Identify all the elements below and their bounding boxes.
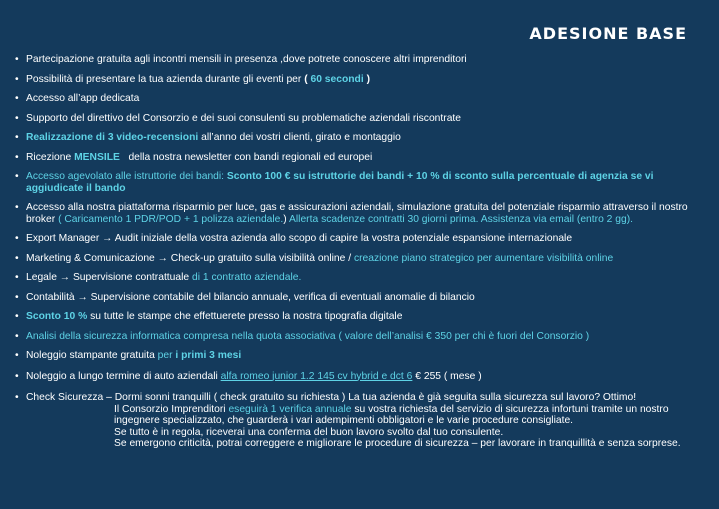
list-item: • Noleggio a lungo termine di auto aziendali alfa romeo junior 1.2 145 cv hybrid e dct 6 € 255 ( mese ) xyxy=(14,371,704,383)
check-line-3: Se tutto è in regola, riceverai una conferma del buon lavoro svolto dal tuo consulente. xyxy=(114,426,504,438)
list-item: • Accesso agevolato alle istruttorie dei bandi: Sconto 100 € su istruttorie dei bandi + 10 % di sconto sulla percentuale di agenzia se vi aggiudicate il bando xyxy=(14,171,704,194)
list-item: • Contabilità → Supervisione contabile del bilancio annuale, verifica di eventuali anomalie di bilancio xyxy=(14,292,704,304)
list-item: • Ricezione MENSILE della nostra newsletter con bandi regionali ed europei xyxy=(14,152,704,164)
list-item: • Marketing & Comunicazione → Check-up gratuito sulla visibilità online / creazione piano strategico per aumentare visibilità online xyxy=(14,253,704,265)
list-item: • Sconto 10 % su tutte le stampe che effettuerete presso la nostra tipografia digitale xyxy=(14,311,704,323)
list-item: • Partecipazione gratuita agli incontri mensili in presenza ,dove potrete conoscere altri imprenditori xyxy=(14,54,704,66)
list-item: • Check Sicurezza – Dormi sonni tranquilli ( check gratuito su richiesta ) La tua azienda è già seguita sulla sicurezza sul lavoro? Ottimo! Il Consorzio Imprenditori eseguirà 1 verifica annuale su vostra richiesta del servizio di sicurezza infortuni tramite un nostro ingegnere specializzato, che guarderà i vari adempimenti obbligatori e le varie procedure consigliate. Se tutto è in regola, riceverai una conferma del buon lavoro svolto dal tuo consulente. Se emergono criticità, potrai correggere e migliorare le procedure di sicurezza – per lavorare in tranquillità e senza sorprese. xyxy=(14,392,704,450)
check-line-4: Se emergono criticità, potrai correggere e migliorare le procedure di sicurezza – per lavorare in tranquillità e senza sorprese. xyxy=(114,438,681,449)
list-item: • Supporto del direttivo del Consorzio e dei suoi consulenti su problematiche aziendali riscontrate xyxy=(14,113,704,125)
list-item: • Accesso alla nostra piattaforma risparmio per luce, gas e assicurazioni aziendali, simulazione gratuita del potenziale risparmio attraverso il nostro broker ( Caricamento 1 PDR/POD + 1 polizza aziendale.) Allerta scadenze contratti 30 giorni prima. Assistenza via email (entro 2 gg). xyxy=(14,202,704,225)
benefits-list xyxy=(14,54,704,450)
list-item: • Possibilità di presentare la tua azienda durante gli eventi per ( 60 secondi ) xyxy=(14,74,704,86)
list-item: • Export Manager → Audit iniziale della vostra azienda allo scopo di capire la vostra potenziale espansione internazionale xyxy=(14,233,704,245)
page-title: ADESIONE BASE xyxy=(529,24,687,43)
list-item: • Realizzazione di 3 video-recensioni all’anno dei vostri clienti, girato e montaggio xyxy=(14,132,704,144)
list-item: • Analisi della sicurezza informatica compresa nella quota associativa ( valore dell’analisi € 350 per chi è fuori del Consorzio ) xyxy=(14,331,704,343)
list-item: • Noleggio stampante gratuita per i primi 3 mesi xyxy=(14,350,704,362)
list-item: • Accesso all’app dedicata xyxy=(14,93,704,105)
check-line-2: Il Consorzio Imprenditori eseguirà 1 verifica annuale su vostra richiesta del servizio di sicurezza infortuni tramite un nostro ingegnere specializzato, che guarderà i vari adempimenti obbligatori e le varie procedure consigliate. xyxy=(114,403,669,426)
list-item: • Legale → Supervisione contrattuale di 1 contratto aziendale. xyxy=(14,272,704,284)
car-offer-link[interactable]: alfa romeo junior 1.2 145 cv hybrid e dct 6 xyxy=(220,370,413,382)
